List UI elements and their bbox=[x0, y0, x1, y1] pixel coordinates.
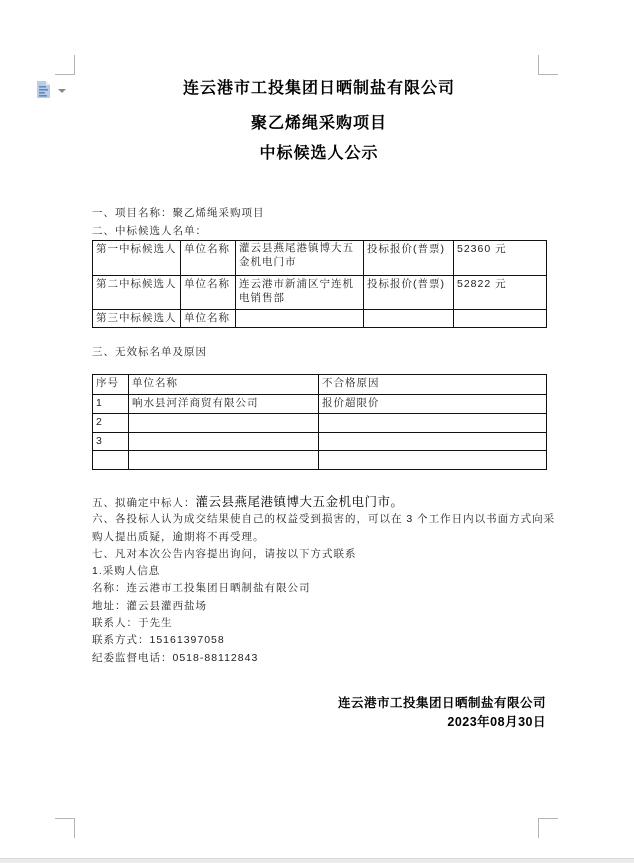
cell-reason: 报价超限价 bbox=[319, 395, 547, 414]
cell-company: 灌云县燕尾港镇博大五金机电门市 bbox=[236, 241, 364, 276]
cell-serial: 1 bbox=[93, 395, 129, 414]
table-header-row bbox=[93, 375, 547, 395]
doc-title-announcement: 中标候选人公示 bbox=[259, 145, 379, 162]
cell-reason bbox=[319, 414, 547, 433]
margin-corner-mark-bottom-right bbox=[538, 818, 558, 838]
cell-company: 连云港市新浦区宁连机电销售部 bbox=[236, 276, 364, 310]
item-project-name: 一、项目名称：聚乙烯绳采购项目 bbox=[92, 207, 265, 219]
cell-company bbox=[129, 433, 319, 451]
buyer-info-heading: 1.采购人信息 bbox=[92, 565, 161, 578]
cell-field-label: 单位名称 bbox=[181, 241, 236, 276]
table-row bbox=[93, 276, 547, 310]
proposed-winner-value: 灌云县燕尾港镇博大五金机电门市。 bbox=[195, 495, 404, 509]
cell-field-label: 单位名称 bbox=[181, 310, 236, 328]
item-candidate-list-heading: 二、中标候选人名单： bbox=[92, 225, 207, 237]
cell-company bbox=[129, 414, 319, 433]
cell-price-label: 投标报价(普票) bbox=[364, 276, 454, 310]
item-inquiry: 七、凡对本次公告内容提出询问，请按以下方式联系 bbox=[92, 547, 357, 560]
proposed-winner-label: 五、拟确定中标人： bbox=[92, 497, 196, 509]
table-row bbox=[93, 395, 547, 414]
signature-company: 连云港市工投集团日晒制盐有限公司 bbox=[337, 696, 546, 710]
table-row bbox=[93, 310, 547, 328]
item-invalid-list-heading: 三、无效标名单及原因 bbox=[92, 346, 207, 358]
buyer-address: 地址：灌云县灌西盐场 bbox=[92, 599, 207, 612]
table-row bbox=[93, 451, 547, 470]
contact-person: 联系人：于先生 bbox=[92, 617, 173, 630]
signature-date: 2023年08月30日 bbox=[447, 714, 546, 729]
cell-rank: 第三中标候选人 bbox=[93, 310, 181, 328]
discipline-phone: 纪委监督电话：0518-88112843 bbox=[92, 651, 259, 664]
item-objection-line1: 六、各投标人认为成交结果使自己的权益受到损害的，可以在 3 个工作日内以书面方式向采 bbox=[92, 513, 556, 526]
cell-serial: 2 bbox=[93, 414, 129, 433]
cell-price: 52360 元 bbox=[454, 241, 547, 276]
cell-field-label: 单位名称 bbox=[181, 276, 236, 310]
doc-title-project: 聚乙烯绳采购项目 bbox=[250, 115, 387, 132]
table-row bbox=[93, 241, 547, 276]
margin-corner-mark-top-left bbox=[55, 55, 75, 75]
table-row bbox=[93, 433, 547, 451]
closing-paragraphs bbox=[92, 494, 562, 667]
paste-options-button[interactable] bbox=[34, 80, 68, 102]
cell-company: 响水县河洋商贸有限公司 bbox=[129, 395, 319, 414]
signature-block bbox=[92, 694, 546, 731]
cell-rank: 第一中标候选人 bbox=[93, 241, 181, 276]
invalid-bids-table bbox=[92, 374, 547, 470]
item-proposed-winner bbox=[92, 494, 562, 511]
cell-price: 52822 元 bbox=[454, 276, 547, 310]
buyer-name: 名称：连云港市工投集团日晒制盐有限公司 bbox=[92, 582, 311, 595]
contact-phone: 联系方式：15161397058 bbox=[92, 634, 225, 647]
item-objection-line2: 购人提出质疑，逾期将不再受理。 bbox=[92, 530, 265, 543]
margin-corner-mark-top-right bbox=[538, 55, 558, 75]
cell-reason bbox=[319, 433, 547, 451]
header-serial: 序号 bbox=[93, 375, 129, 395]
cell-price-label: 投标报价(普票) bbox=[364, 241, 454, 276]
page-bottom-edge bbox=[0, 858, 634, 863]
cell-price-label bbox=[364, 310, 454, 328]
doc-title-company: 连云港市工投集团日晒制盐有限公司 bbox=[182, 80, 455, 97]
cell-serial: 3 bbox=[93, 433, 129, 451]
chevron-down-icon[interactable] bbox=[58, 89, 66, 93]
cell-reason bbox=[319, 451, 547, 470]
header-company: 单位名称 bbox=[129, 375, 319, 395]
cell-rank: 第二中标候选人 bbox=[93, 276, 181, 310]
cell-company bbox=[236, 310, 364, 328]
cell-company bbox=[129, 451, 319, 470]
margin-corner-mark-bottom-left bbox=[55, 818, 75, 838]
candidates-table bbox=[92, 240, 547, 328]
cell-price bbox=[454, 310, 547, 328]
header-reason: 不合格原因 bbox=[319, 375, 547, 395]
table-row bbox=[93, 414, 547, 433]
cell-serial bbox=[93, 451, 129, 470]
